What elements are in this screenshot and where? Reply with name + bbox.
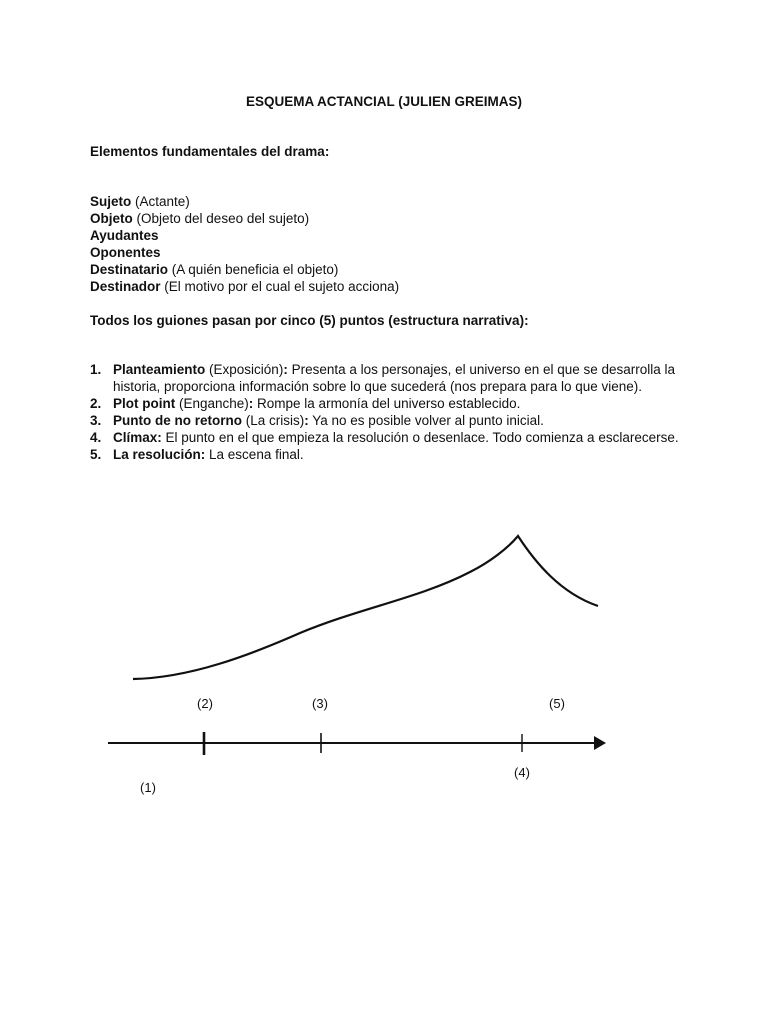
actant-list: [90, 193, 399, 295]
point-text: El punto en el que empieza la resolución o desenlace. Todo comienza a esclarecerse.: [161, 430, 679, 445]
point-number: 1.: [90, 362, 102, 377]
narrative-point: [90, 412, 690, 429]
point-paren: (Exposición): [205, 362, 284, 377]
label-point-5: (5): [549, 696, 565, 711]
timeline-arrowhead-icon: [594, 736, 606, 750]
label-point-3: (3): [312, 696, 328, 711]
point-text: Ya no es posible volver al punto inicial.: [308, 413, 544, 428]
label-point-4: (4): [514, 765, 530, 780]
point-number: 4.: [90, 430, 102, 445]
point-term: Clímax: [113, 430, 158, 445]
elements-heading: Elementos fundamentales del drama:: [90, 144, 330, 159]
actant-desc: (A quién beneficia el objeto): [171, 262, 339, 277]
actant-desc: (Actante): [135, 194, 190, 209]
narrative-points-list: [90, 361, 690, 463]
actant-term: Destinatario: [90, 262, 169, 277]
actant-term: Sujeto: [90, 194, 132, 209]
narrative-point: [90, 395, 690, 412]
narrative-tension-curve: [133, 536, 598, 679]
actant-term: Ayudantes: [90, 228, 159, 243]
point-paren: (La crisis): [242, 413, 305, 428]
actant-item: [90, 244, 399, 261]
actant-item: [90, 261, 399, 278]
narrative-point: [90, 429, 690, 446]
point-paren: (Enganche): [175, 396, 249, 411]
actant-term: Destinador: [90, 279, 161, 294]
point-text: Presenta a los personajes, el universo en el que se desarrolla la historia, proporciona información sobre lo que sucederá (nos prepara para lo que viene).: [113, 362, 676, 394]
actant-item: [90, 193, 399, 210]
point-number: 2.: [90, 396, 102, 411]
actant-desc: (El motivo por el cual el sujeto acciona): [164, 279, 400, 294]
point-number: 5.: [90, 447, 102, 462]
point-text: La escena final.: [205, 447, 304, 462]
point-term: Plot point: [113, 396, 176, 411]
actant-term: Oponentes: [90, 245, 161, 260]
actant-desc: (Objeto del deseo del sujeto): [136, 211, 310, 226]
point-colon: :: [157, 430, 162, 445]
point-text: Rompe la armonía del universo establecido.: [253, 396, 521, 411]
point-term: Planteamiento: [113, 362, 206, 377]
point-term: La resolución: [113, 447, 201, 462]
actant-term: Objeto: [90, 211, 133, 226]
document-title: ESQUEMA ACTANCIAL (JULIEN GREIMAS): [245, 94, 522, 109]
point-colon: :: [248, 396, 254, 411]
narrative-point: [90, 361, 690, 395]
point-colon: :: [283, 362, 288, 377]
label-point-2: (2): [197, 696, 213, 711]
point-term: Punto de no retorno: [113, 413, 242, 428]
actant-item: [90, 227, 399, 244]
points-heading: Todos los guiones pasan por cinco (5) puntos (estructura narrativa):: [90, 313, 529, 328]
label-point-1: (1): [140, 780, 156, 795]
narrative-arc-diagram: [0, 500, 768, 830]
point-colon: :: [304, 413, 309, 428]
actant-item: [90, 210, 399, 227]
point-colon: :: [200, 447, 206, 462]
actant-item: [90, 278, 399, 295]
narrative-point: [90, 446, 690, 463]
point-number: 3.: [90, 413, 102, 428]
